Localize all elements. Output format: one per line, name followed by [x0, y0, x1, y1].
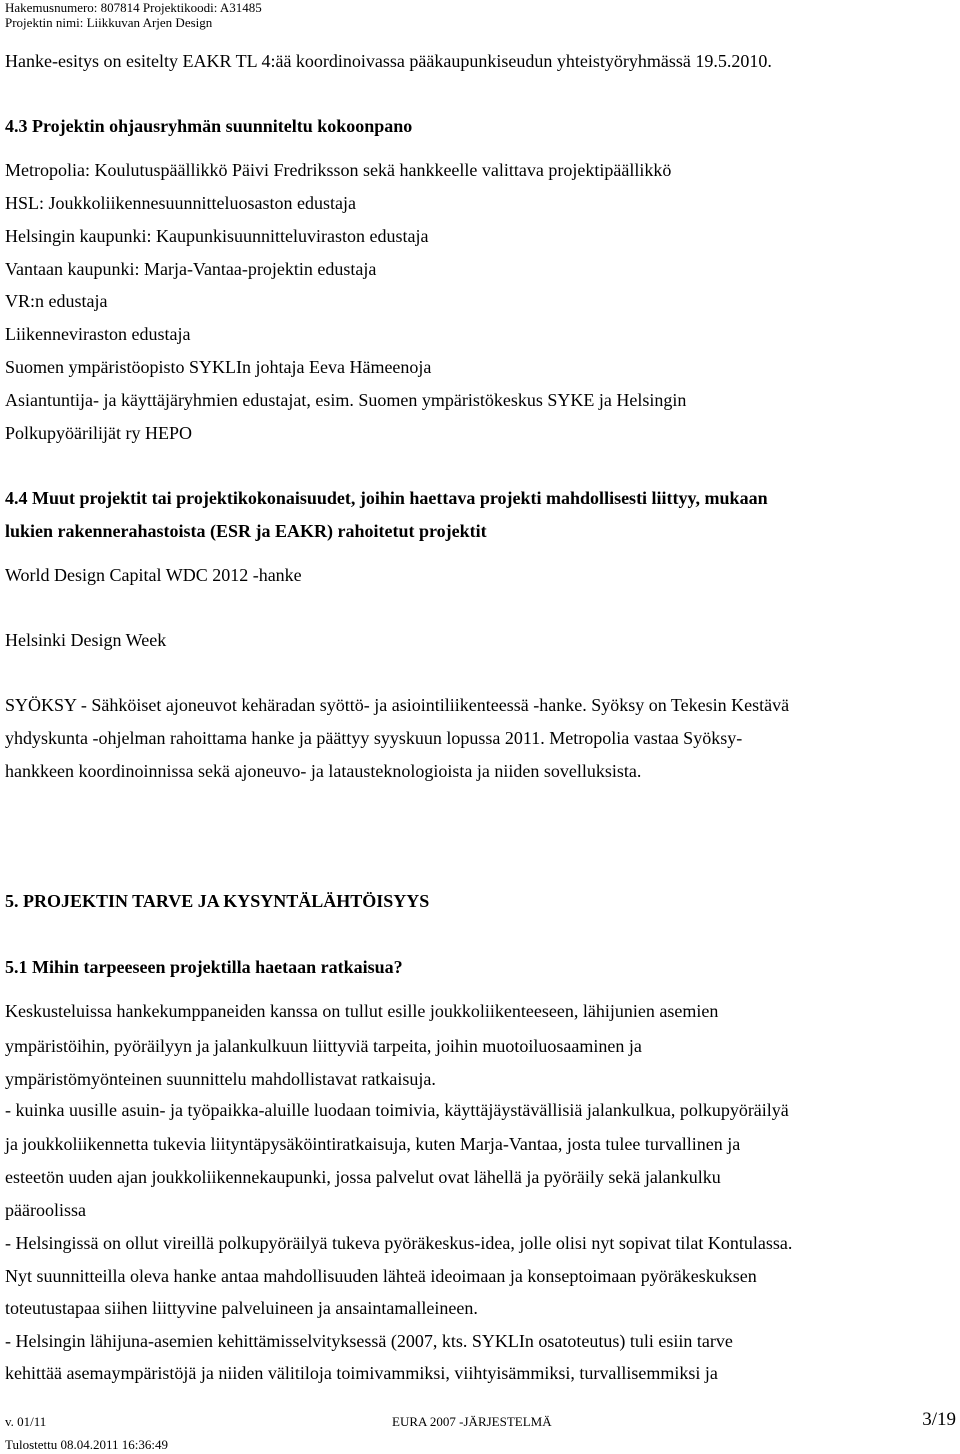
steering-member-line: VR:n edustaja [5, 291, 108, 311]
intro-text: Hanke-esitys on esitelty EAKR TL 4:ää koordinoivassa pääkaupunkiseudun yhteistyöryhmässä 19.5.2010. [5, 51, 772, 71]
section-4-3-heading: 4.3 Projektin ohjausryhmän suunniteltu kokoonpano [5, 116, 413, 136]
body-line: - Helsingin lähijuna-asemien kehittämisselvityksessä (2007, kts. SYKLIn osatoteutus) tuli esiin tarve [5, 1331, 733, 1351]
steering-member-line: Helsingin kaupunki: Kaupunkisuunnitteluviraston edustaja [5, 226, 429, 246]
related-project-syoksy: hankkeen koordinoinnissa sekä ajoneuvo- ja latausteknologioista ja niiden sovelluksista. [5, 761, 642, 781]
body-line: - Helsingissä on ollut vireillä polkupyöräilyä tukeva pyöräkeskus-idea, jolle olisi nyt sopivat tilat Kontulassa. [5, 1233, 793, 1253]
related-project-syoksy: SYÖKSY - Sähköiset ajoneuvot kehäradan syöttö- ja asiointiliikenteessä -hanke. Syöksy on Tekesin Kestävä [5, 695, 790, 715]
body-line: Nyt suunnitteilla oleva hanke antaa mahdollisuuden lähteä ideoimaan ja konseptoimaan pyöräkeskuksen [5, 1266, 757, 1286]
body-line: pääroolissa [5, 1200, 86, 1220]
section-4-4-heading: 4.4 Muut projektit tai projektikokonaisuudet, joihin haettava projekti mahdollisesti liittyy, mukaan [5, 488, 768, 508]
steering-member-line: Suomen ympäristöopisto SYKLIn johtaja Eeva Hämeenoja [5, 357, 432, 377]
body-line: ympäristömyönteinen suunnittelu mahdollistavat ratkaisuja. [5, 1069, 436, 1089]
section-4-4-heading: lukien rakennerahastoista (ESR ja EAKR) rahoitetut projektit [5, 521, 487, 541]
steering-member-line: Asiantuntija- ja käyttäjäryhmien edustajat, esim. Suomen ympäristökeskus SYKE ja Helsingin [5, 390, 687, 410]
steering-member-line: Liikenneviraston edustaja [5, 324, 191, 344]
footer-page-number: 3/19 [922, 1409, 956, 1430]
header-project-name: Projektin nimi: Liikkuvan Arjen Design [5, 15, 213, 30]
section-5-1-heading: 5.1 Mihin tarpeeseen projektilla haetaan ratkaisua? [5, 957, 403, 977]
footer-printed-date: Tulostettu 08.04.2011 16:36:49 [5, 1437, 169, 1452]
body-line: esteetön uuden ajan joukkoliikennekaupunki, jossa palvelut ovat lähellä ja pyöräily sekä jalankulku [5, 1167, 721, 1187]
body-line: toteutustapaa siihen liittyvine palveluineen ja ansaintamalleineen. [5, 1298, 478, 1318]
steering-member-line: HSL: Joukkoliikennesuunnitteluosaston edustaja [5, 193, 356, 213]
related-project-wdc: World Design Capital WDC 2012 -hanke [5, 565, 302, 585]
related-project-hdw: Helsinki Design Week [5, 630, 167, 650]
body-line: - kuinka uusille asuin- ja työpaikka-aluille luodaan toimivia, käyttäjäystävällisiä jalankulkua, polkupyöräilyä [5, 1100, 789, 1120]
steering-member-line: Polkupyöärilijät ry HEPO [5, 423, 192, 443]
body-line: ympäristöihin, pyöräilyyn ja jalankulkuun liittyviä tarpeita, joihin muotoiluosaaminen ja [5, 1036, 642, 1056]
steering-member-line: Vantaan kaupunki: Marja-Vantaa-projektin edustaja [5, 259, 377, 279]
footer-system-name: EURA 2007 -JÄRJESTELMÄ [392, 1414, 552, 1429]
related-project-syoksy: yhdyskunta -ohjelman rahoittama hanke ja päättyy syyskuun lopussa 2011. Metropolia vastaa Syöksy- [5, 728, 743, 748]
steering-member-line: Metropolia: Koulutuspäällikkö Päivi Fredriksson sekä hankkeelle valittava projektipäällikkö [5, 160, 672, 180]
section-5-heading: 5. PROJEKTIN TARVE JA KYSYNTÄLÄHTÖISYYS [5, 891, 430, 911]
body-line: Keskusteluissa hankekumppaneiden kanssa on tullut esille joukkoliikenteeseen, lähijunien asemien [5, 1001, 719, 1021]
header-application-number: Hakemusnumero: 807814 Projektikoodi: A31485 [5, 0, 262, 15]
body-line: ja joukkoliikennetta tukevia liityntäpysäköintiratkaisuja, kuten Marja-Vantaa, josta tulee turvallinen ja [5, 1134, 741, 1154]
body-line: kehittää asemaympäristöjä ja niiden välitiloja toimivammiksi, viihtyisämmiksi, turvallisemmiksi ja [5, 1363, 718, 1383]
footer-version: v. 01/11 [5, 1414, 47, 1429]
